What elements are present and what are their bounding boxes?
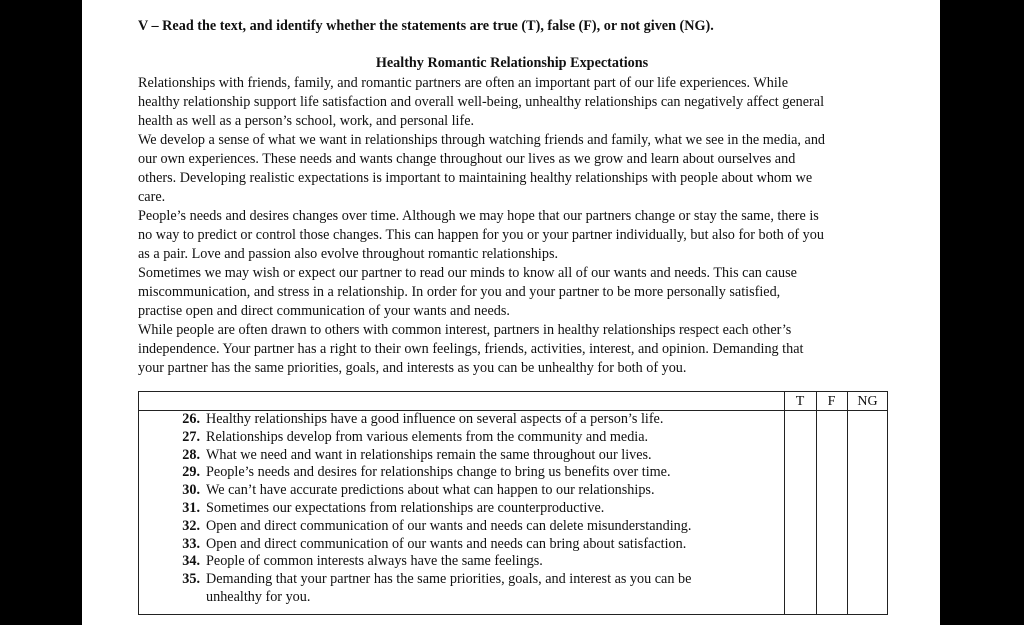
passage-line: While people are often drawn to others with common interest, partners in healthy relationships respect each other’s	[138, 322, 792, 338]
passage-line: practise open and direct communication of your wants and needs.	[138, 303, 510, 319]
question-row	[167, 500, 757, 518]
question-text: We can’t have accurate predictions about what can happen to our relationships.	[206, 482, 655, 499]
passage-line: independence. Your partner has a right to their own feelings, friends, activities, interest, and opinion. Demanding that	[138, 341, 804, 357]
passage-line: health as well as a person’s school, work, and personal life.	[138, 113, 475, 129]
question-row	[167, 464, 757, 482]
question-text: Open and direct communication of our wants and needs can bring about satisfaction.	[206, 535, 687, 552]
question-row	[167, 482, 757, 500]
question-number: 33.	[182, 535, 200, 552]
question-row	[167, 571, 757, 607]
passage-line: miscommunication, and stress in a relationship. In order for you and your partner to be more personally satisfied,	[138, 284, 781, 300]
passage-line: our own experiences. These needs and wants change throughout our lives as we grow and learn about ourselves and	[138, 151, 796, 167]
question-number: 26.	[182, 411, 200, 427]
question-text: What we need and want in relationships remain the same throughout our lives.	[206, 446, 652, 463]
question-number: 35.	[182, 571, 200, 588]
exercise-instruction: V – Read the text, and identify whether the statements are true (T), false (F), or not given (NG).	[138, 18, 714, 34]
question-text: People of common interests always have the same feelings.	[206, 553, 543, 570]
passage-line: We develop a sense of what we want in relationships through watching friends and family, what we see in the media, and	[138, 132, 826, 148]
question-number: 34.	[182, 553, 200, 570]
question-row	[167, 429, 757, 447]
question-number: 27.	[182, 428, 200, 445]
column-divider	[784, 392, 785, 614]
passage-line: People’s needs and desires changes over time. Although we may hope that our partners change or stay the same, there is	[138, 208, 819, 224]
passage-line: no way to predict or control those changes. This can happen for you or your partner individually, but also for both of you	[138, 227, 824, 243]
question-number: 29.	[182, 464, 200, 481]
question-row	[167, 411, 757, 429]
passage-line: healthy relationship support life satisfaction and overall well-being, unhealthy relationships can negatively affect general	[138, 94, 825, 110]
reading-passage	[138, 74, 890, 378]
question-number: 31.	[182, 499, 200, 516]
question-row	[167, 447, 757, 465]
column-divider	[816, 392, 817, 614]
question-text: Demanding that your partner has the same priorities, goals, and interest as you can be unhealthy for you.	[206, 571, 692, 605]
question-row	[167, 536, 757, 554]
passage-line: as a pair. Love and passion also evolve throughout romantic relationships.	[138, 246, 559, 262]
passage-line: your partner has the same priorities, goals, and interests as you can be unhealthy for both of you.	[138, 360, 687, 376]
question-list	[167, 411, 757, 607]
question-text: Healthy relationships have a good influence on several aspects of a person’s life.	[206, 411, 664, 427]
question-number: 28.	[182, 446, 200, 463]
passage-line: care.	[138, 189, 166, 205]
document-page	[82, 0, 940, 625]
column-header-f: F	[827, 394, 836, 409]
answer-table	[138, 391, 888, 615]
column-header-t: T	[795, 394, 805, 409]
passage-title: Healthy Romantic Relationship Expectations	[375, 55, 649, 71]
question-row	[167, 518, 757, 536]
column-header-ng: NG	[857, 394, 878, 409]
table-header-row	[139, 392, 887, 411]
column-divider	[847, 392, 848, 614]
question-number: 32.	[182, 517, 200, 534]
passage-line: others. Developing realistic expectations is important to maintaining healthy relationships with people about whom we	[138, 170, 813, 186]
question-text: People’s needs and desires for relationships change to bring us benefits over time.	[206, 464, 671, 481]
question-row	[167, 553, 757, 571]
question-number: 30.	[182, 482, 200, 499]
question-text: Open and direct communication of our wants and needs can delete misunderstanding.	[206, 517, 692, 534]
question-text: Relationships develop from various elements from the community and media.	[206, 428, 649, 445]
passage-line: Relationships with friends, family, and romantic partners are often an important part of our life experiences. While	[138, 75, 789, 91]
passage-line: Sometimes we may wish or expect our partner to read our minds to know all of our wants and needs. This can cause	[138, 265, 797, 281]
question-text: Sometimes our expectations from relationships are counterproductive.	[206, 499, 605, 516]
